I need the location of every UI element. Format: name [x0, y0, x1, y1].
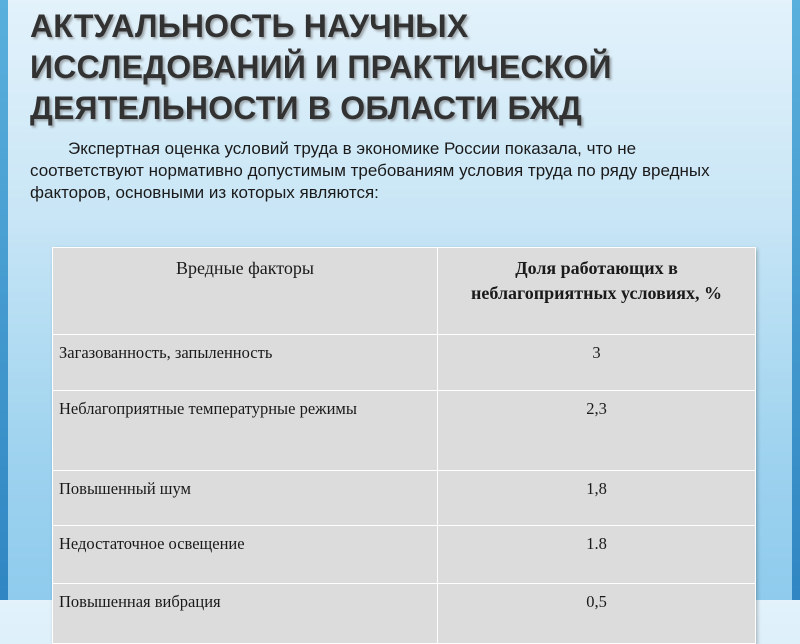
slide-title-line-2: ИССЛЕДОВАНИЙ И ПРАКТИЧЕСКОЙ	[30, 49, 612, 85]
factor-cell: Недостаточное освещение	[53, 526, 438, 584]
value-cell: 2,3	[438, 391, 756, 471]
table-row	[53, 526, 756, 584]
value-cell: 1.8	[438, 526, 756, 584]
table-row	[53, 584, 756, 644]
table-header-row	[53, 248, 756, 335]
intro-paragraph: Экспертная оценка условий труда в экономике России показала, что не соответствуют нормативно допустимым требованиям условия труда по ряду вредных факторов, основными из которых являются:	[30, 139, 710, 202]
slide-title	[30, 6, 770, 129]
table-row	[53, 471, 756, 526]
factor-cell: Повышенная вибрация	[53, 584, 438, 644]
factors-table	[52, 247, 756, 644]
slide-title-line-1: АКТУАЛЬНОСТЬ НАУЧНЫХ	[30, 8, 469, 44]
slide-border-left	[0, 0, 8, 600]
slide-title-line-3: ДЕЯТЕЛЬНОСТИ В ОБЛАСТИ БЖД	[30, 90, 582, 126]
harmful-factors-table	[52, 247, 755, 644]
factor-cell: Загазованность, запыленность	[53, 335, 438, 391]
value-cell: 1,8	[438, 471, 756, 526]
header-share: Доля работающих в неблагоприятных условиях, %	[438, 248, 756, 335]
factor-cell: Повышенный шум	[53, 471, 438, 526]
value-cell: 3	[438, 335, 756, 391]
header-factors: Вредные факторы	[53, 248, 438, 335]
slide-border-right	[792, 0, 800, 600]
table-row	[53, 391, 756, 471]
factor-cell: Неблагоприятные температурные режимы	[53, 391, 438, 471]
value-cell: 0,5	[438, 584, 756, 644]
table-row	[53, 335, 756, 391]
